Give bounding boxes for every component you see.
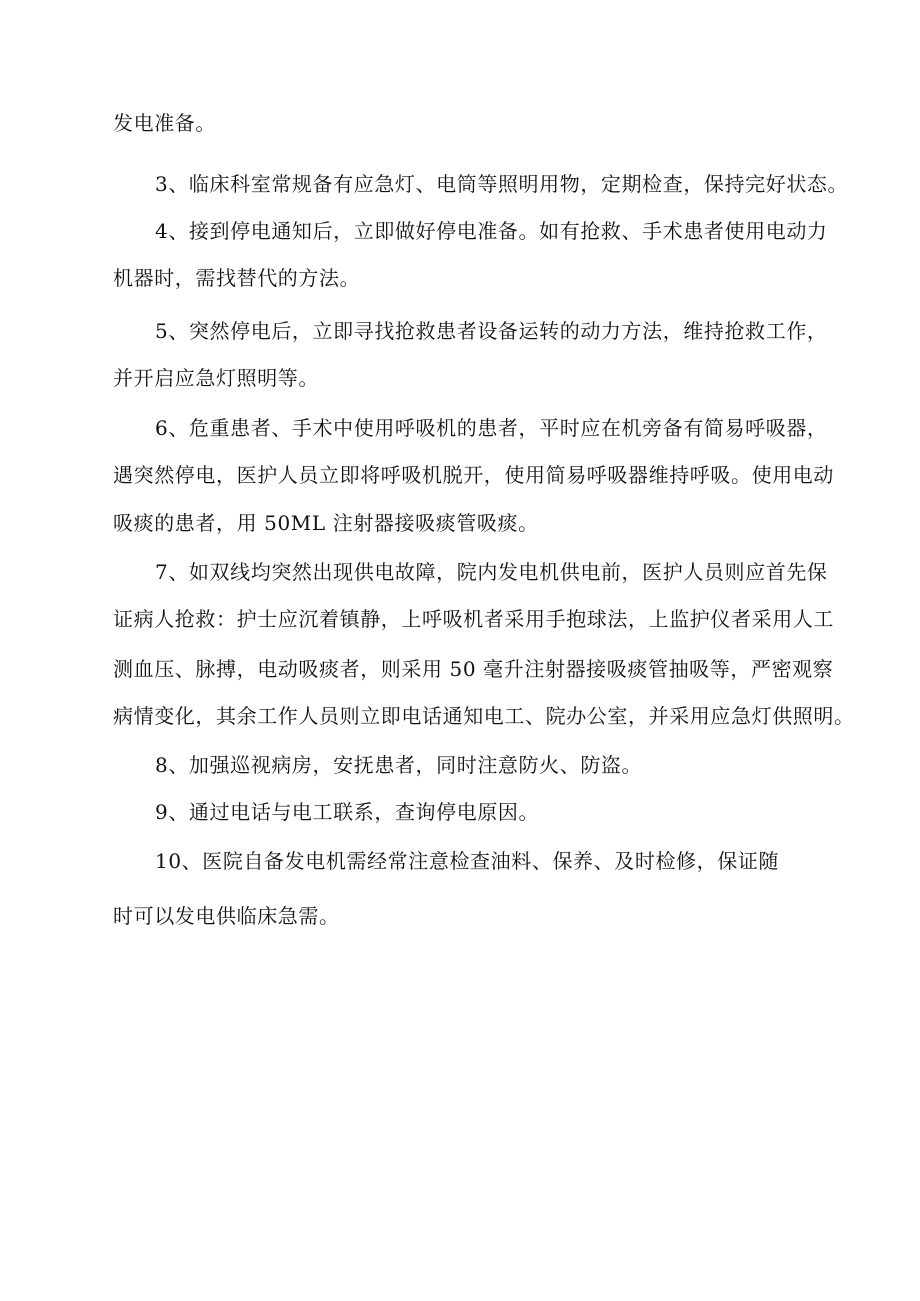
text-line: 4、接到停电通知后，立即做好停电准备。如有抢救、手术患者使用电动力 bbox=[155, 219, 828, 243]
text-line: 吸痰的患者，用 50ML 注射器接吸痰管吸痰。 bbox=[113, 511, 539, 535]
text-line: 5、突然停电后，立即寻找抢救患者设备运转的动力方法，维持抢救工作， bbox=[155, 319, 828, 343]
text-line: 证病人抢救：护士应沉着镇静，上呼吸机者采用手抱球法，上监护仪者采用人工 bbox=[113, 607, 834, 631]
text-line: 7、如双线均突然出现供电故障，院内发电机供电前，医护人员则应首先保 bbox=[155, 560, 828, 584]
text-line: 病情变化，其余工作人员则立即电话通知电工、院办公室，并采用应急灯供照明。 bbox=[113, 704, 855, 728]
text-line: 发电准备。 bbox=[113, 111, 216, 135]
text-line: 6、危重患者、手术中使用呼吸机的患者，平时应在机旁备有简易呼吸器， bbox=[155, 416, 828, 440]
text-line: 遇突然停电，医护人员立即将呼吸机脱开，使用简易呼吸器维持呼吸。使用电动 bbox=[113, 463, 834, 487]
text-line: 8、加强巡视病房，安抚患者，同时注意防火、防盗。 bbox=[155, 753, 643, 777]
text-line: 10、医院自备发电机需经常注意检查油料、保养、及时检修，保证随 bbox=[155, 849, 780, 873]
text-line: 3、临床科室常规备有应急灯、电筒等照明用物，定期检查，保持完好状态。 bbox=[155, 172, 849, 196]
text-line: 机器时，需找替代的方法。 bbox=[113, 266, 361, 290]
text-line: 9、通过电话与电工联系，查询停电原因。 bbox=[155, 800, 540, 824]
text-line: 测血压、脉搏，电动吸痰者，则采用 50 毫升注射器接吸痰管抽吸等，严密观察 bbox=[113, 657, 834, 681]
text-line: 时可以发电供临床急需。 bbox=[113, 904, 340, 928]
text-line: 并开启应急灯照明等。 bbox=[113, 366, 319, 390]
